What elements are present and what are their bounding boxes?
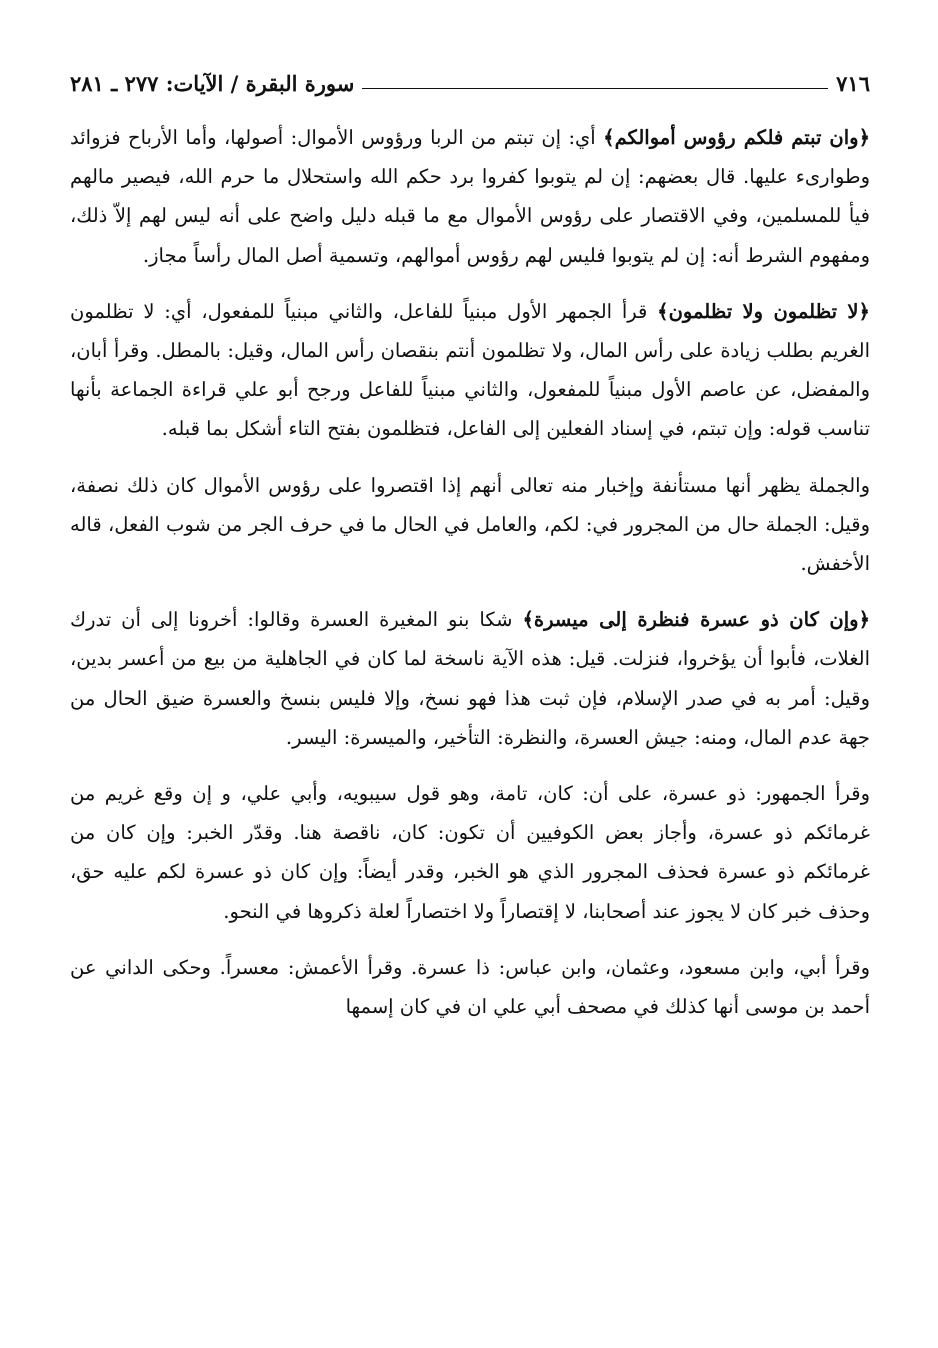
paragraph — [70, 292, 870, 449]
paragraph-text: شكا بنو المغيرة العسرة وقالوا: أخرونا إلى أن تدرك الغلات، فأبوا أن يؤخروا، فنزلت. قيل: هذه الآية ناسخة لما كان في الجاهلية من بيع من أعسر بدين، وقيل: أمر به في صدر الإسلام، فإن ثبت هذا فهو نسخ، وإلا فليس بنسخ والعسرة ضيق الحال من جهة عدم المال، ومنه: جيش العسرة، والنظرة: التأخير، والميسرة: اليسر. — [70, 608, 870, 749]
paragraph — [70, 948, 870, 1026]
header-rule — [362, 88, 828, 89]
paragraph — [70, 118, 870, 275]
verse-quote: ﴿وان تبتم فلكم رؤوس أموالكم﴾ — [603, 126, 870, 149]
surah-title: سورة البقرة / الآيات: ٢٧٧ ـ ٢٨١ — [70, 70, 355, 96]
verse-quote: ﴿وإن كان ذو عسرة فنظرة إلى ميسرة﴾ — [522, 608, 870, 632]
verse-quote: ﴿لا تظلمون ولا تظلمون﴾ — [657, 299, 870, 323]
paragraph — [70, 600, 870, 757]
paragraph-text: قرأ الجمهر الأول مبنياً للفاعل، والثاني مبنياً للمفعول، أي: لا تظلمون الغريم بطلب زيادة على رأس المال، ولا تظلمون أنتم بنقصان رأس المال، وقيل: بالمطل. وقرأ أبان، والمفضل، عن عاصم الأول مبنياً للمفعول، والثاني مبنياً للفاعل ورجح أبو علي قراءة الجماعة بأنها تناسب قوله: وإن تبتم، في إسناد الفعلين إلى الفاعل، فتظلمون بفتح التاء أشكل بما قبله. — [70, 299, 870, 441]
paragraph-text: وقرأ الجمهور: ذو عسرة، على أن: كان، تامة، وهو قول سيبويه، وأبي علي، و إن وقع غريم من غرمائكم ذو عسرة، وأجاز بعض الكوفيين أن تكون: كان، ناقصة هنا. وقدّر الخبر: وإن كان من غرمائكم ذو عسرة فحذف المجرور الذي هو الخبر، وقدر أيضاً: وإن كان ذو عسرة لكم عليه حق، وحذف خبر كان لا يجوز عند أصحابنا، لا إقتصاراً ولا اختصاراً لعلة ذكروها في النحو. — [70, 782, 870, 923]
page-number: ٧١٦ — [836, 70, 870, 96]
page — [70, 66, 870, 1043]
page-header — [70, 66, 870, 100]
paragraph-text: والجملة يظهر أنها مستأنفة وإخبار منه تعالى أنهم إذا اقتصروا على رؤوس الأموال كان ذلك نصفة، وقيل: الجملة حال من المجرور في: لكم، والعامل في الحال ما في حرف الجر من شوب الفعل، قاله الأخفش. — [70, 473, 870, 576]
paragraph — [70, 774, 870, 931]
paragraph — [70, 466, 870, 584]
paragraph-text: وقرأ أبي، وابن مسعود، وعثمان، وابن عباس: ذا عسرة. وقرأ الأعمش: معسراً. وحكى الداني عن أحمد بن موسى أنها كذلك في مصحف أبي علي ان في كان إسمها — [70, 955, 870, 1019]
paragraph-text: أي: إن تبتم من الربا ورؤوس الأموال: أصولها، وأما الأرباح فزوائد وطوارىء عليها. قال بعضهم: إن لم يتوبوا كفروا برد حكم الله واستحلال ما حرم الله، فيصير مالهم فيأ للمسلمين، وفي الاقتصار على رؤوس الأموال مع ما قبله دليل واضح على أنه ليس لهم إلاّ ذلك، ومفهوم الشرط أنه: إن لم يتوبوا فليس لهم رؤوس أموالهم، وتسمية أصل المال رأساً مجاز. — [70, 126, 870, 267]
